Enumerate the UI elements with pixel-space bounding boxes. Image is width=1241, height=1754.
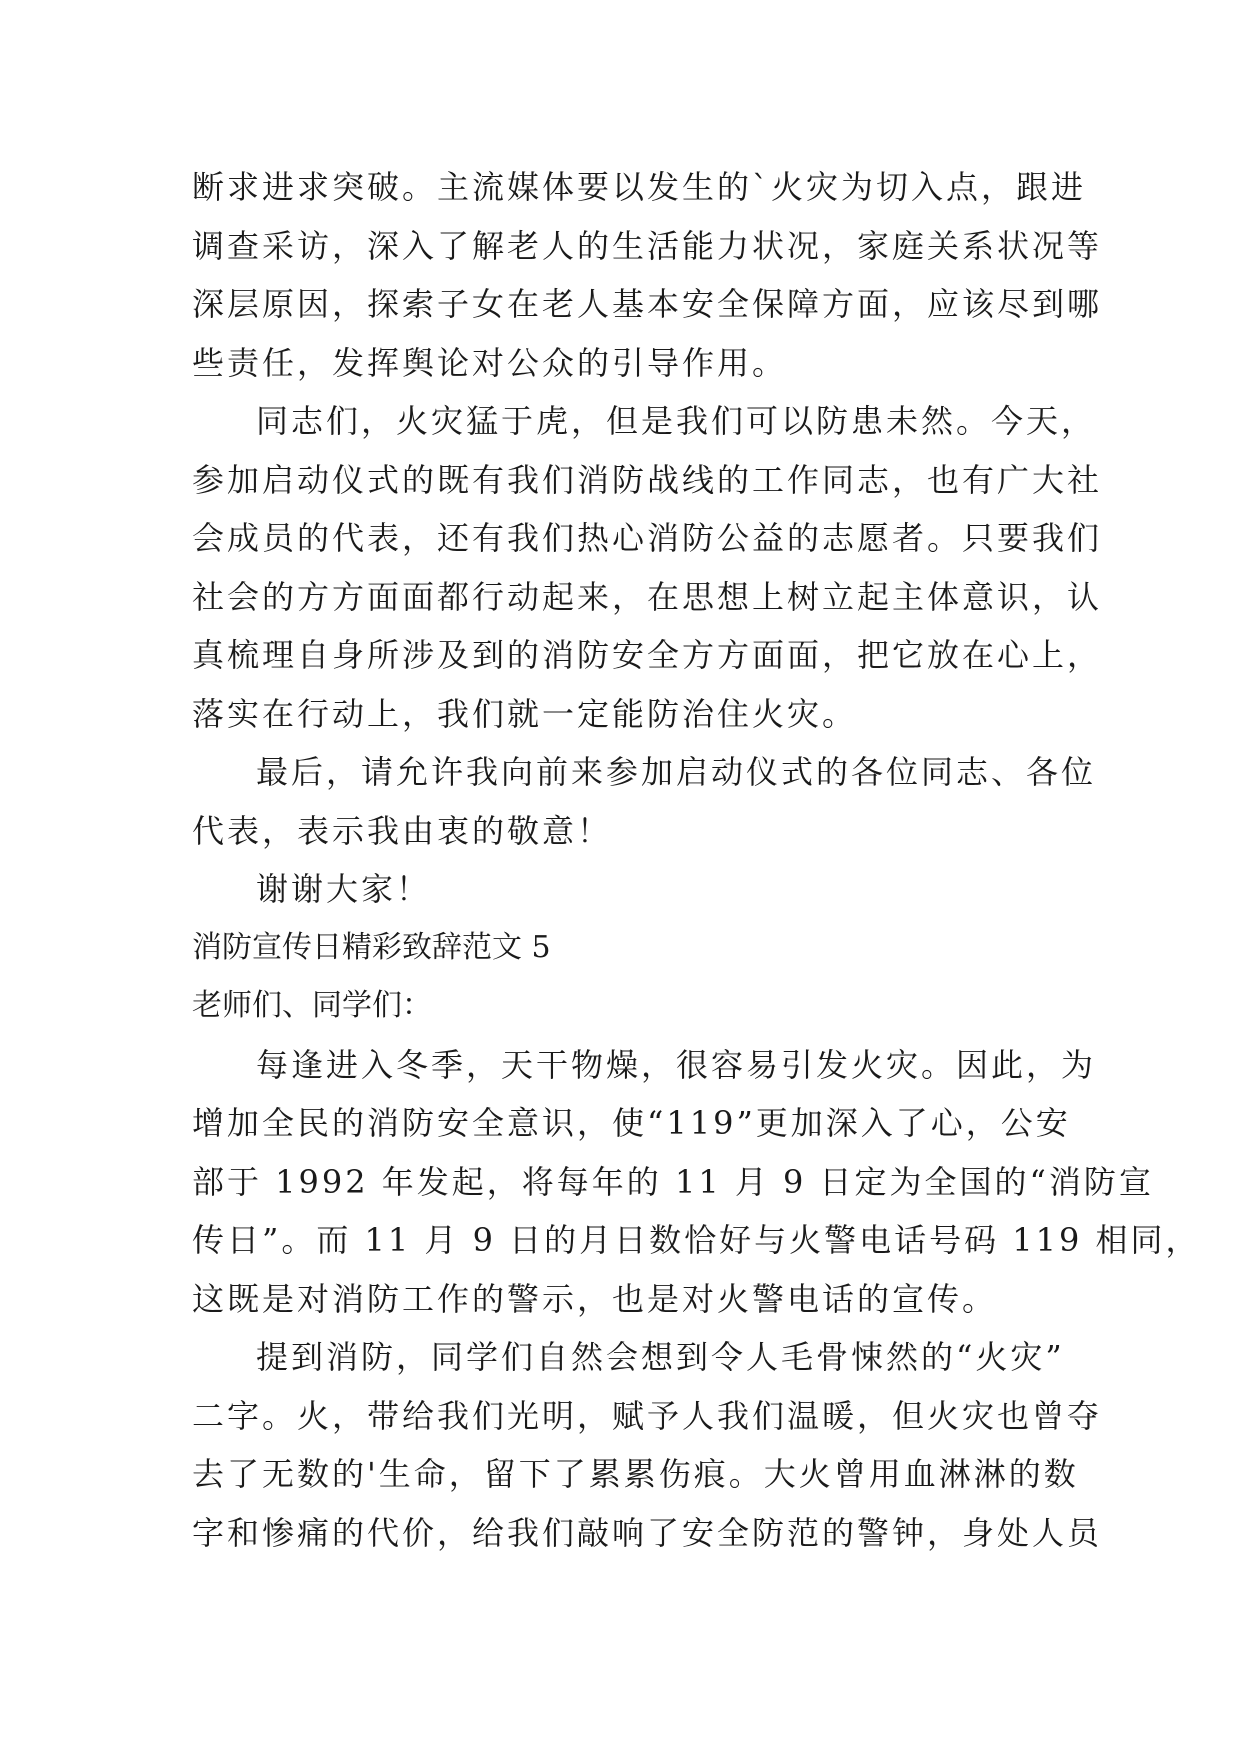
body-line: 字和惨痛的代价，给我们敲响了安全防范的警钟，身处人员 — [192, 1513, 1103, 1552]
paragraph-first-line: 最后，请允许我向前来参加启动仪式的各位同志、各位 — [256, 753, 1097, 791]
body-line: 会成员的代表，还有我们热心消防公益的志愿者。只要我们 — [192, 519, 1103, 557]
body-line: 断求进求突破。主流媒体要以发生的`火灾为切入点，跟进 — [192, 168, 1087, 206]
body-line: 增加全民的消防安全意识，使“119”更加深入了心，公安 — [192, 1104, 1071, 1142]
body-line: 代表，表示我由衷的敬意！ — [192, 811, 613, 850]
paragraph-first-line: 同志们，火灾猛于虎，但是我们可以防患未然。今天， — [256, 402, 1097, 440]
body-line: 落实在行动上，我们就一定能防治住火灾。 — [192, 694, 858, 733]
body-line: 二字。火，带给我们光明，赋予人我们温暖，但火灾也曾夺 — [192, 1396, 1103, 1435]
paragraph-first-line: 每逢进入冬季，天干物燥，很容易引发火灾。因此，为 — [256, 1045, 1097, 1084]
body-line: 真梳理自身所涉及到的消防安全方方面面，把它放在心上， — [192, 636, 1103, 674]
body-line: 社会的方方面面都行动起来，在思想上树立起主体意识，认 — [192, 577, 1103, 616]
body-line: 传日”。而 11 月 9 日的月日数恰好与火警电话号码 119 相同， — [192, 1221, 1201, 1259]
body-line: 部于 1992 年发起，将每年的 11 月 9 日定为全国的“消防宣 — [192, 1162, 1154, 1201]
body-line: 参加启动仪式的既有我们消防战线的工作同志，也有广大社 — [192, 460, 1103, 499]
paragraph-first-line: 提到消防，同学们自然会想到令人毛骨悚然的“火灾” — [256, 1338, 1065, 1376]
body-line: 去了无数的'生命，留下了累累伤痕。大火曾用血淋淋的数 — [192, 1455, 1079, 1493]
body-line: 些责任，发挥舆论对公众的引导作用。 — [192, 343, 788, 382]
document-body — [192, 158, 1201, 1562]
body-line: 调查采访，深入了解老人的生活能力状况，家庭关系状况等 — [192, 226, 1103, 265]
closing-thanks: 谢谢大家！ — [256, 870, 432, 908]
salutation: 老师们、同学们： — [192, 988, 432, 1023]
body-line: 深层原因，探索子女在老人基本安全保障方面，应该尽到哪 — [192, 285, 1103, 323]
body-line: 这既是对消防工作的警示，也是对火警电话的宣传。 — [192, 1279, 998, 1318]
section-heading: 消防宣传日精彩致辞范文 5 — [192, 929, 551, 965]
